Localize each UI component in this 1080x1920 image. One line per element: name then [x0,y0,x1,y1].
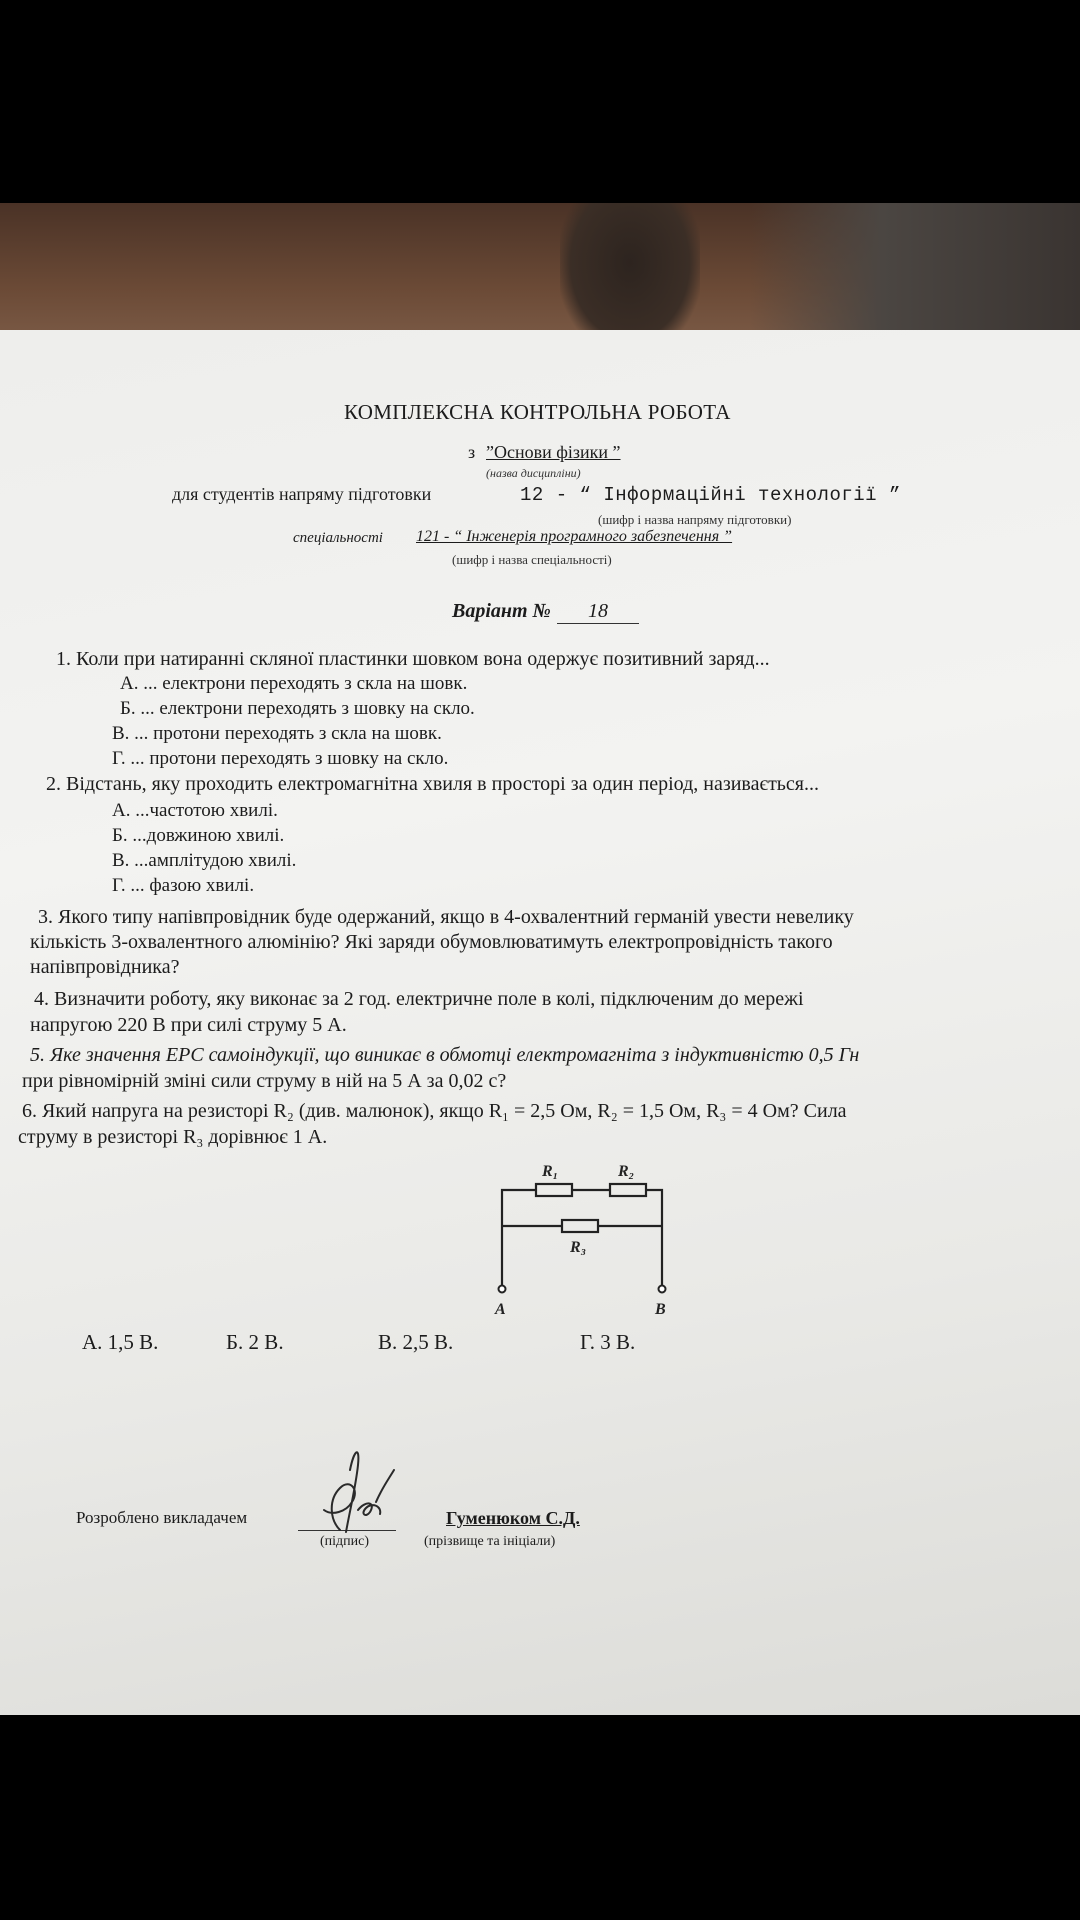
teacher-name: Гуменюком С.Д. [446,1508,580,1528]
question-1-option-a: А. ... електрони переходять з скла на шовк. [120,673,468,694]
discipline-caption: (назва дисципліни) [486,466,581,480]
question-4-line-1: 4. Визначити роботу, яку виконає за 2 год. електричне поле в колі, підключеним до мережі [34,988,804,1010]
discipline-name: ”Основи фізики ” [486,442,621,462]
question-1: 1. Коли при натиранні скляної пластинки шовком вона одержує позитивний заряд... [56,648,770,670]
label-terminal-b: B [655,1301,666,1318]
specialty-name: 121 - “ Інженерія програмного забезпечення ” [416,528,733,545]
question-2-option-d: Г. ... фазою хвилі. [112,875,255,896]
signature-caption: (підпис) [320,1534,370,1549]
resistor-r1 [536,1184,572,1196]
page-title: КОМПЛЕКСНА КОНТРОЛЬНА РОБОТА [344,400,731,424]
circuit-diagram [480,1158,690,1323]
question-5-line-1: 5. Яке значення ЕРС самоіндукції, що виникає в обмотці електромагніта з індуктивністю 0,5 Гн [30,1044,860,1066]
direction-name: 12 - “ Інформаційні технології ” [520,484,901,506]
terminal-a-node [499,1286,506,1293]
label-r1: R₁ [542,1163,559,1180]
resistor-r3 [562,1220,598,1232]
direction-prefix: для студентів напряму підготовки [172,484,432,504]
question-4-line-2: напругою 220 В при силі струму 5 А. [30,1014,347,1036]
developed-by-label: Розроблено викладачем [76,1508,248,1527]
label-r2: R₂ [618,1163,635,1180]
terminal-b-node [659,1286,666,1293]
specialty-caption: (шифр і назва спеціальності) [452,552,612,567]
label-r3: R₃ [570,1239,587,1256]
label-terminal-a: A [495,1301,506,1318]
answer-b: Б. 2 В. [226,1330,284,1354]
answer-d: Г. 3 В. [580,1330,636,1354]
question-1-option-b: Б. ... електрони переходять з шовку на скло. [120,698,475,719]
handwritten-signature [310,1440,400,1545]
answer-c: В. 2,5 В. [378,1330,454,1354]
question-2-option-c: В. ...амплітудою хвилі. [112,850,297,871]
exam-sheet [0,330,1080,1715]
specialty-prefix: спеціальності [293,530,383,546]
question-3-line-3: напівпровідника? [30,956,180,978]
question-2: 2. Відстань, яку проходить електромагнітна хвиля в просторі за один період, називається... [46,773,820,795]
resistor-r2 [610,1184,646,1196]
circuit-wire-right [646,1190,662,1286]
question-1-option-c: В. ... протони переходять з скла на шовк. [112,723,442,744]
variant-label: Варіант № [452,600,551,622]
question-1-option-d: Г. ... протони переходять з шовку на скло. [112,748,449,769]
variant-number: 18 [557,600,639,624]
question-6-line-1: 6. Який напруга на резисторі R₂ (див. малюнок), якщо R₁ = 2,5 Ом, R₂ = 1,5 Ом, R₃ = 4 Ом? Сила [22,1100,847,1122]
question-3-line-2: кількість 3-охвалентного алюмінію? Які заряди обумовлюватимуть електропровідність такого [30,931,833,953]
question-6-line-2: струму в резисторі R₃ дорівнює 1 А. [18,1126,328,1148]
question-5-line-2: при рівномірній зміні сили струму в ній на 5 А за 0,02 с? [22,1070,507,1092]
circuit-wire-left [502,1190,536,1286]
answer-a: А. 1,5 В. [82,1330,159,1354]
question-2-option-b: Б. ...довжиною хвилі. [112,825,285,846]
direction-caption: (шифр і назва напряму підготовки) [598,512,792,527]
question-2-option-a: А. ...частотою хвилі. [112,800,278,821]
question-3-line-1: 3. Якого типу напівпровідник буде одержаний, якщо в 4-охвалентний германій увести невелику [38,906,854,928]
discipline-prefix: з [468,442,476,462]
teacher-name-caption: (прізвище та ініціали) [424,1534,556,1549]
